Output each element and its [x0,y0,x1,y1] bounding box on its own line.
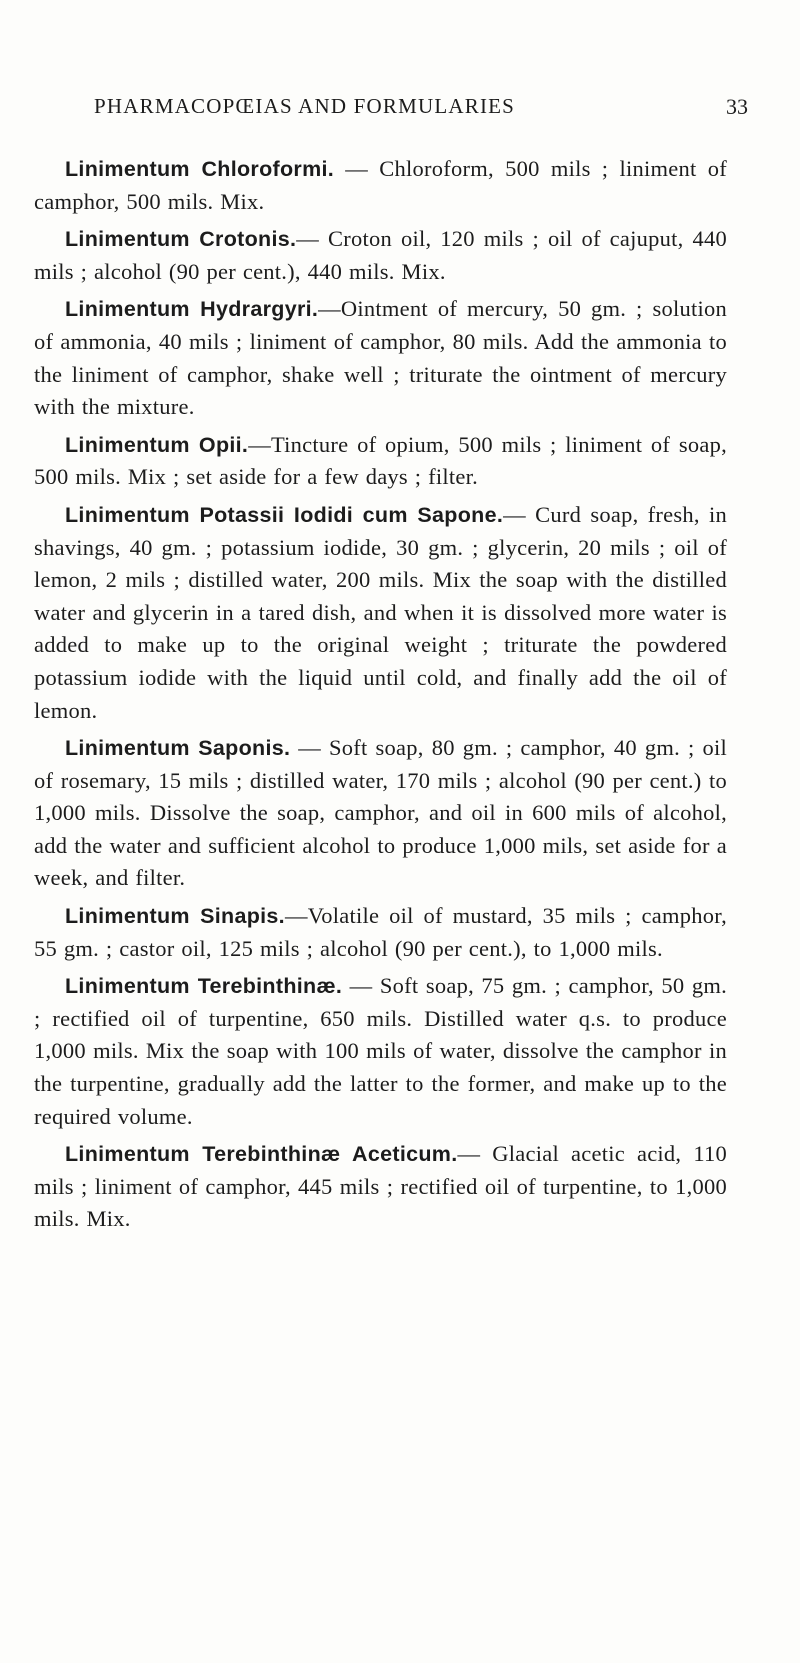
entry-text: — Croton oil, 120 mils ; oil of cajuput, 440 mils ; alcohol (90 per cent.), 440 mils. Mix. [34,226,727,284]
entry-linimentum-crotonis [34,223,727,288]
running-head [0,94,800,124]
entry-title: Linimentum Hydrargyri. [65,297,319,322]
entry-text: — Glacial acetic acid, 110 mils ; liniment of camphor, 445 mils ; rectified oil of turpentine, to 1,000 mils. Mix. [34,1141,727,1232]
entry-title: Linimentum Terebinthinæ Aceticum. [65,1142,458,1167]
page-number: 33 [726,94,748,119]
entry-linimentum-saponis [34,732,727,895]
entry-linimentum-opii [34,429,727,494]
entry-text: — Curd soap, fresh, in shavings, 40 gm. ; potassium iodide, 30 gm. ; glycerin, 20 mils ; oil of lemon, 2 mils ; distilled water, 200 mils. Mix the soap with the distilled water and glycerin in a tared dish, and when it is dissolved more water is added to make up to the original weight ; triturate the powdered potassium iodide with the liquid until cold, and finally add the oil of lemon. [34,501,727,723]
formulary-entries [34,153,727,1241]
entry-linimentum-sinapis [34,900,727,965]
entry-text: —Tincture of opium, 500 mils ; liniment of soap, 500 mils. Mix ; set aside for a few days ; filter. [34,431,727,490]
entry-text: — Chloroform, 500 mils ; liniment of camphor, 500 mils. Mix. [34,156,727,214]
entry-linimentum-hydrargyri [34,293,727,423]
entry-title: Linimentum Potassii Iodidi cum Sapone. [65,502,504,527]
entry-linimentum-terebinthinae [34,970,727,1133]
entry-title: Linimentum Saponis. [65,736,291,761]
entry-text: —Volatile oil of mustard, 35 mils ; camphor, 55 gm. ; castor oil, 125 mils ; alcohol (90 per cent.), to 1,000 mils. [34,903,727,961]
entry-text: —Ointment of mercury, 50 gm. ; solution of ammonia, 40 mils ; liniment of camphor, 80 mils. Add the ammonia to the liniment of camphor, shake well ; triturate the ointment of mercury with the mixture. [34,296,727,420]
entry-text: — Soft soap, 75 gm. ; camphor, 50 gm. ; rectified oil of turpentine, 650 mils. Distilled water q.s. to produce 1,000 mils. Mix the soap with 100 mils of water, dissolve the camphor in the turpentine, gradually add the latter to the former, and make up to the required volume. [34,973,727,1129]
entry-linimentum-chloroformi [34,153,727,218]
entry-title: Linimentum Opii. [65,432,249,457]
entry-title: Linimentum Sinapis. [65,904,285,929]
entry-title: Linimentum Crotonis. [65,227,297,252]
entry-linimentum-terebinthinae-aceticum [34,1138,727,1236]
entry-linimentum-potassii-iodidi [34,499,727,727]
running-title: PHARMACOPŒIAS AND FORMULARIES [94,94,516,118]
entry-title: Linimentum Terebinthinæ. [65,974,343,999]
entry-text: — Soft soap, 80 gm. ; camphor, 40 gm. ; oil of rosemary, 15 mils ; distilled water, 170 mils ; alcohol (90 per cent.) to 1,000 mils. Dissolve the soap, camphor, and oil in 600 mils of alcohol, add the water and sufficient alcohol to produce 1,000 mils, set aside for a week, and filter. [34,735,727,891]
entry-title: Linimentum Chloroformi. [65,157,335,181]
